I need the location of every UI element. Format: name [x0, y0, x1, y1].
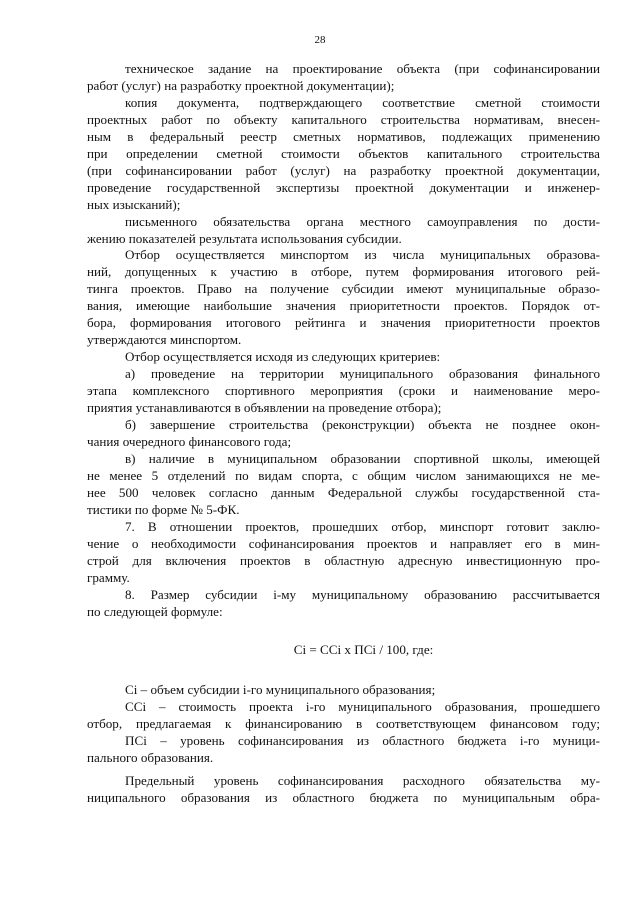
text-line: ний, допущенных к участию в отборе, путем формирования итогового рей- [87, 264, 600, 280]
text-line: письменного обязательства органа местного самоуправления по дости- [125, 213, 600, 229]
text-line: Предельный уровень софинансирования расходного обязательства му- [125, 773, 600, 789]
text-line: вания, имеющие наибольшие значения приоритетности проектов. Порядок от- [87, 298, 600, 314]
text-line: грамму. [87, 569, 130, 585]
text-line: тинга проектов. Право на получение субсидии имеют муниципальные образо- [87, 281, 600, 297]
text-line: ным в федеральный реестр сметных нормативов, подлежащих применению [87, 128, 600, 144]
text-line: Отбор осуществляется минспортом из числа муниципальных образова- [125, 247, 600, 263]
text-line: этапа комплексного спортивного мероприятия (сроки и наименование меро- [87, 383, 600, 399]
text-line: (при софинансировании работ (услуг) на разработку проектной документации, [87, 162, 600, 178]
text-line: Отбор осуществляется исходя из следующих критериев: [125, 349, 441, 365]
text-line: не менее 5 отделений по видам спорта, с общим числом занимающихся не ме- [87, 467, 600, 483]
text-line: приятия устанавливаются в объявлении на проведение отбора); [87, 400, 442, 416]
text-line: бора, формирования итогового рейтинга и значения приоритетности проектов [87, 315, 600, 331]
text-line: строй для включения проектов в областную адресную инвестиционную про- [87, 552, 600, 568]
text-line: работ (услуг) на разработку проектной документации); [87, 77, 395, 93]
text-line: при определении сметной стоимости объектов капитального строительства [87, 145, 600, 161]
text-line: чания очередного финансового года; [87, 433, 292, 449]
text-line: утверждаются минспортом. [87, 332, 242, 348]
text-line: тистики по форме № 5-ФК. [87, 501, 240, 517]
text-line: 8. Размер субсидии i-му муниципальному образованию рассчитывается [125, 586, 600, 602]
text-line: б) завершение строительства (реконструкции) объекта не позднее окон- [125, 417, 600, 433]
subsidy-formula: Ci = CCi x ПCi / 100, где: [293, 642, 434, 658]
text-line: проектных работ по объекту капитального строительства нормативам, внесен- [87, 111, 600, 127]
text-line: отбор, предлагаемая к финансированию в соответствующем финансовом году; [87, 716, 600, 732]
text-line: жению показателей результата использования субсидии. [87, 230, 402, 246]
text-line: в) наличие в муниципальном образовании спортивной школы, имеющей [125, 450, 600, 466]
text-line: пального образования. [87, 750, 214, 766]
text-line: по следующей формуле: [87, 603, 223, 619]
text-line: нее 500 человек согласно данным Федеральной службы государственной ста- [87, 484, 600, 500]
text-line: Ci – объем субсидии i-го муниципального образования; [125, 682, 436, 698]
text-line: ПCi – уровень софинансирования из областного бюджета i-го муници- [125, 733, 600, 749]
text-line: CCi – стоимость проекта i-го муниципального образования, прошедшего [125, 699, 600, 715]
text-line: чение о необходимости софинансирования проектов и направляет его в мин- [87, 535, 600, 551]
text-line: техническое задание на проектирование объекта (при софинансировании [125, 61, 600, 76]
page-number: 28 [314, 34, 326, 46]
text-line: проведение государственной экспертизы проектной документации и инженер- [87, 179, 600, 195]
text-line: 7. В отношении проектов, прошедших отбор, минспорт готовит заклю- [125, 518, 600, 534]
text-line: ниципального образования из областного бюджета по муниципальным обра- [87, 790, 600, 806]
document-body [87, 61, 600, 807]
text-line: ных изысканий); [87, 196, 181, 212]
text-line: а) проведение на территории муниципального образования финального [125, 366, 600, 382]
text-line: копия документа, подтверждающего соответствие сметной стоимости [125, 94, 600, 110]
